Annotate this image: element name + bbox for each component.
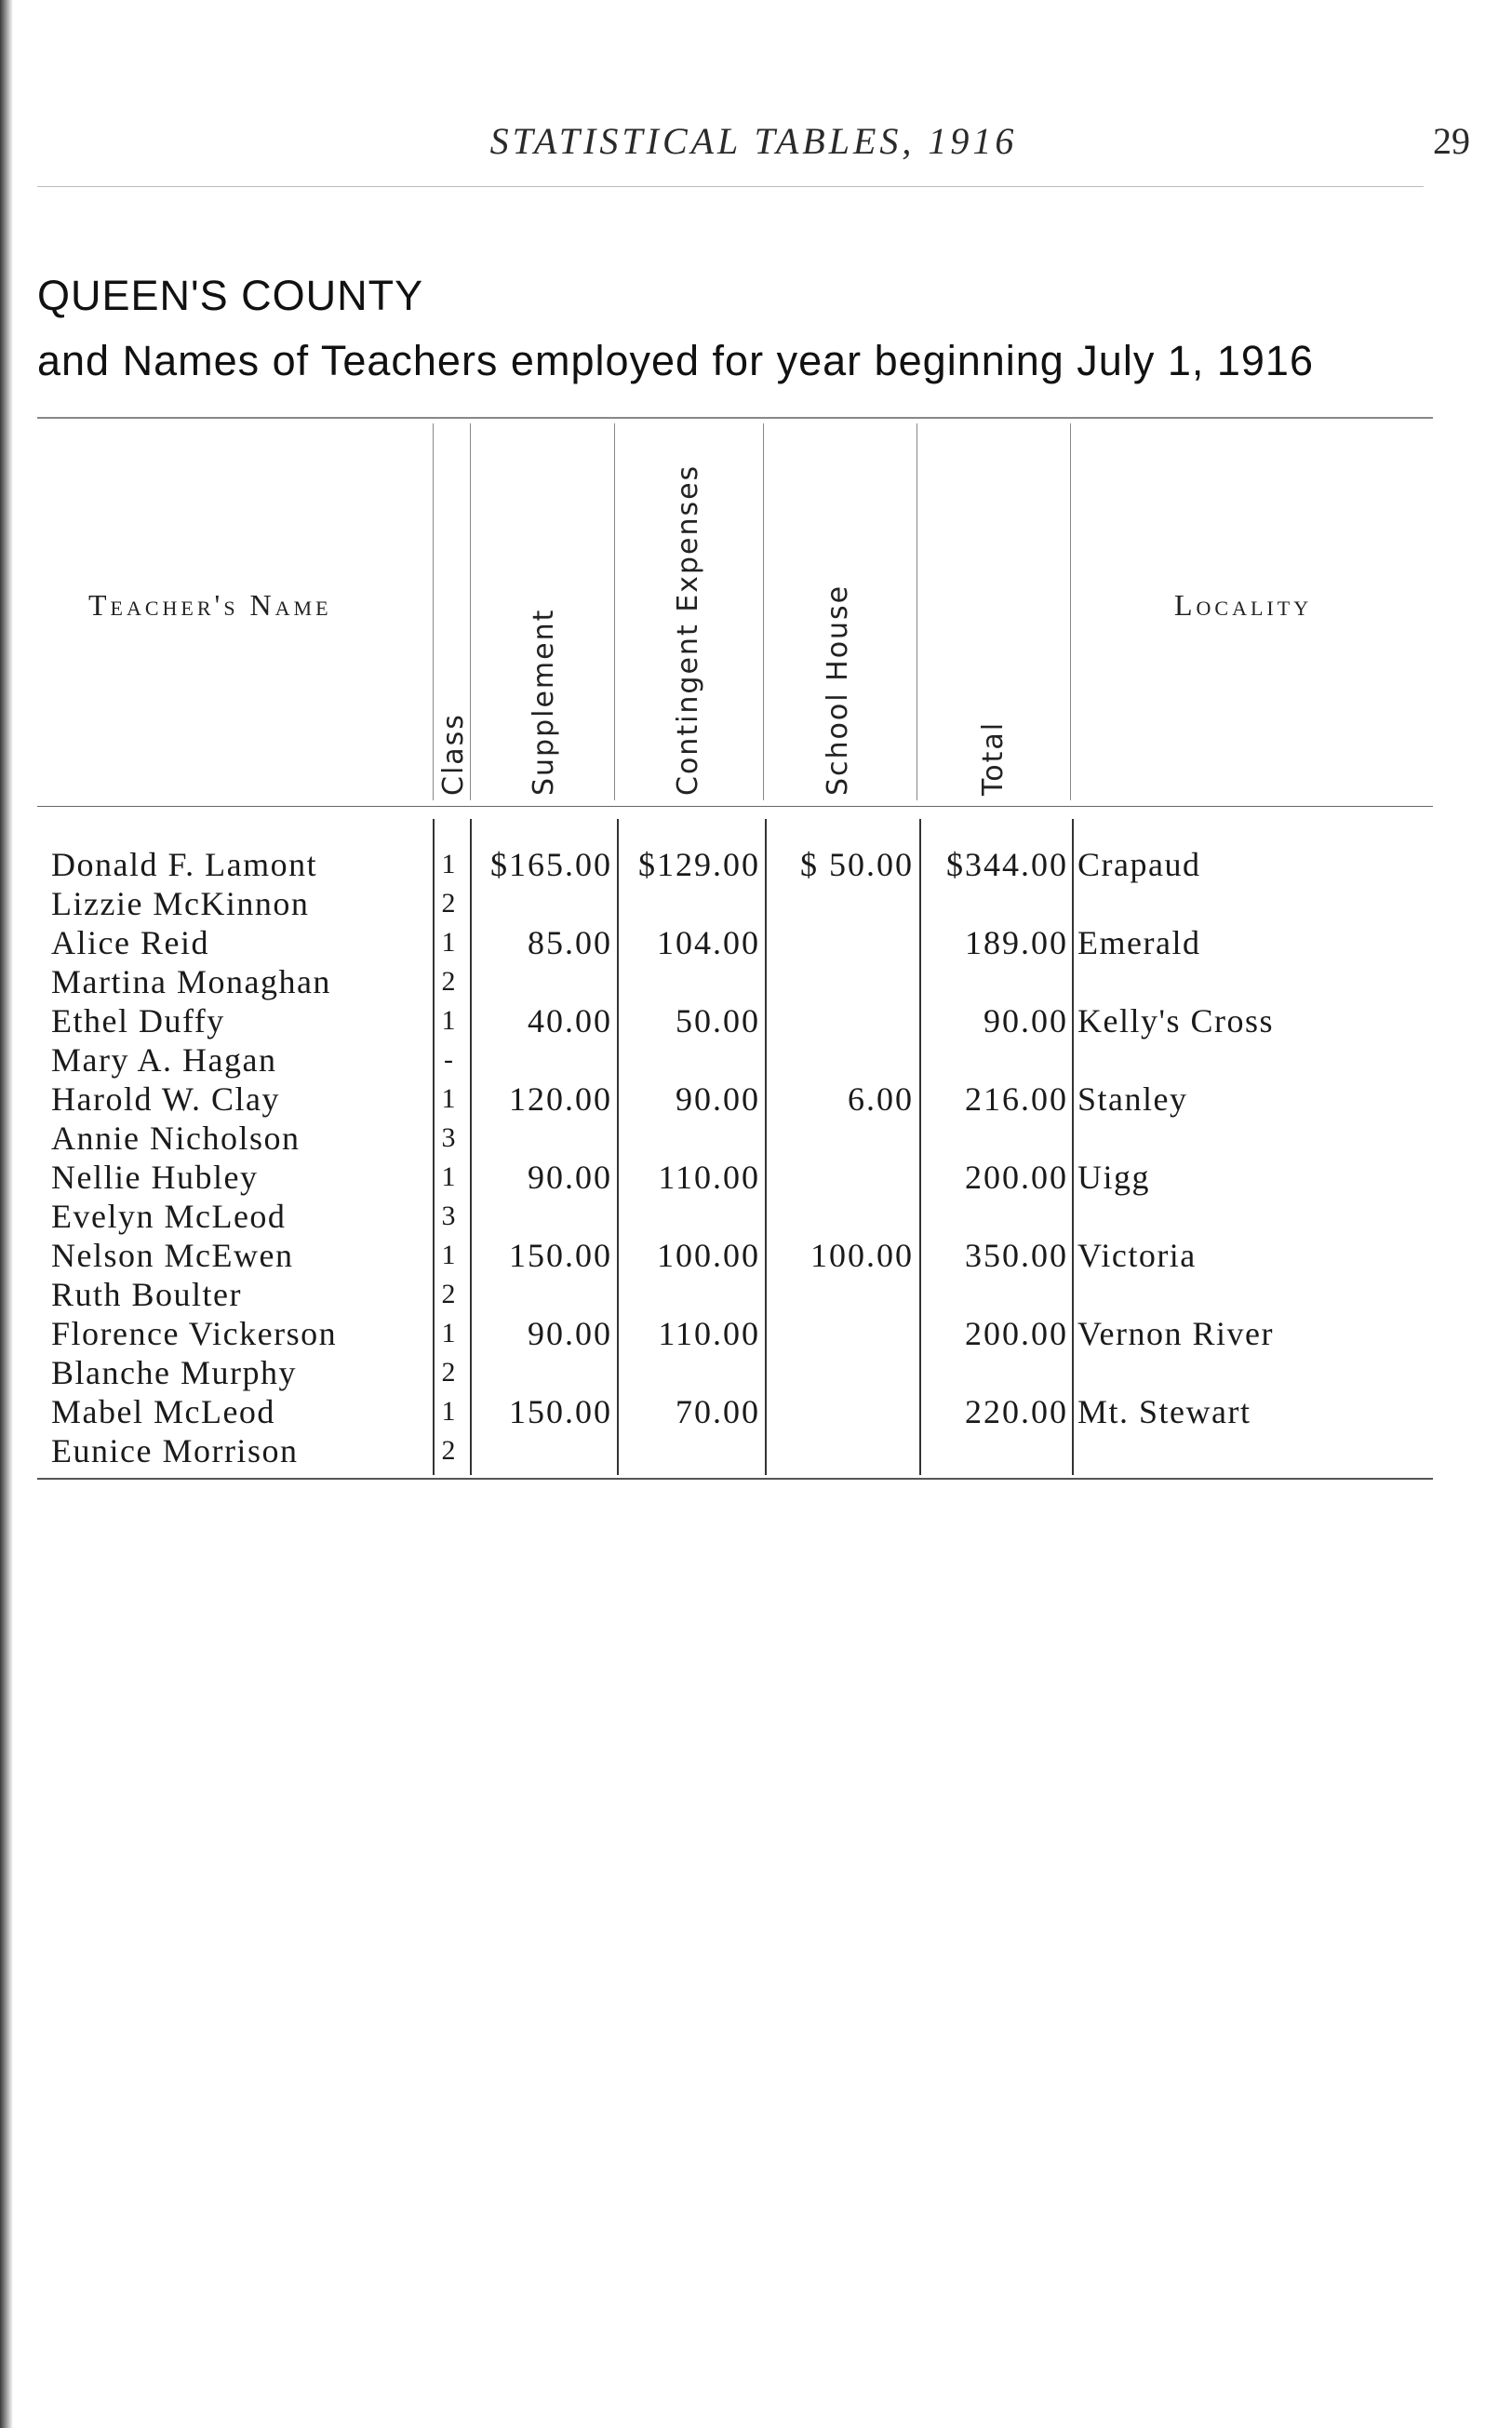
class-value: 2	[441, 1435, 456, 1466]
total-value: 220.00	[965, 1393, 1068, 1430]
column-divider	[1070, 423, 1071, 800]
class-value: 1	[441, 849, 456, 879]
teacher-name: Florence Vickerson	[51, 1315, 338, 1352]
table-row	[0, 1236, 1512, 1275]
column-divider	[763, 423, 764, 800]
supplement-value: 85.00	[528, 924, 612, 961]
locality-value: Stanley	[1077, 1080, 1188, 1118]
header-teacher-name: Teacher's Name	[88, 588, 332, 622]
running-head	[37, 119, 1470, 175]
header-school-house: School House	[822, 584, 854, 796]
running-head-rule	[37, 186, 1424, 187]
contingent-value: 110.00	[658, 1159, 760, 1196]
teacher-name: Annie Nicholson	[51, 1120, 301, 1157]
column-divider	[614, 423, 615, 800]
teacher-name: Nellie Hubley	[51, 1159, 259, 1196]
total-value: 200.00	[965, 1159, 1068, 1196]
teacher-name: Lizzie McKinnon	[51, 885, 310, 922]
contingent-value: 50.00	[676, 1002, 760, 1040]
contingent-value: 104.00	[657, 924, 760, 961]
header-contingent-expenses: Contingent Expenses	[672, 463, 704, 796]
table-row	[0, 1080, 1512, 1119]
class-value: 3	[441, 1201, 456, 1231]
table-row	[0, 1314, 1512, 1353]
table-row	[0, 1040, 1512, 1080]
class-value: 1	[441, 1396, 456, 1427]
supplement-value: $165.00	[490, 846, 612, 883]
teacher-name: Alice Reid	[51, 924, 209, 961]
county-heading: QUEEN'S COUNTY	[37, 272, 424, 319]
locality-value: Vernon River	[1077, 1315, 1274, 1352]
class-value: 1	[441, 927, 456, 958]
teacher-name: Mabel McLeod	[51, 1393, 275, 1430]
header-supplement: Supplement	[528, 608, 560, 796]
teacher-name: Eunice Morrison	[51, 1432, 299, 1469]
header-rule	[37, 806, 1433, 807]
total-value: 200.00	[965, 1315, 1068, 1352]
supplement-value: 40.00	[528, 1002, 612, 1040]
teacher-name: Ruth Boulter	[51, 1276, 242, 1313]
table-subtitle: and Names of Teachers employed for year beginning July 1, 1916	[37, 337, 1314, 384]
table-top-rule	[37, 417, 1433, 419]
table-row	[0, 884, 1512, 923]
table-row	[0, 1158, 1512, 1197]
table-row	[0, 1431, 1512, 1470]
table-row	[0, 962, 1512, 1001]
class-value: 1	[441, 1083, 456, 1114]
table-row	[0, 1353, 1512, 1392]
school-house-value: 100.00	[810, 1237, 914, 1274]
teacher-name: Nelson McEwen	[51, 1237, 294, 1274]
contingent-value: 110.00	[658, 1315, 760, 1352]
table-row	[0, 923, 1512, 962]
table-row	[0, 1392, 1512, 1431]
supplement-value: 120.00	[509, 1080, 612, 1118]
class-value: 2	[441, 1357, 456, 1388]
locality-value: Kelly's Cross	[1077, 1002, 1274, 1040]
locality-value: Victoria	[1077, 1237, 1197, 1274]
locality-value: Emerald	[1077, 924, 1201, 961]
class-value: 2	[441, 1279, 456, 1309]
class-value: 1	[441, 1318, 456, 1348]
running-title: STATISTICAL TABLES, 1916	[489, 120, 1018, 162]
table-bottom-rule	[37, 1478, 1433, 1480]
contingent-value: 100.00	[657, 1237, 760, 1274]
teacher-name: Mary A. Hagan	[51, 1041, 277, 1079]
page-number: 29	[1433, 120, 1470, 162]
supplement-value: 150.00	[509, 1237, 612, 1274]
total-value: 216.00	[965, 1080, 1068, 1118]
teacher-name: Harold W. Clay	[51, 1080, 280, 1118]
header-locality: Locality	[1174, 588, 1313, 622]
school-house-value: $ 50.00	[800, 846, 914, 883]
table-row	[0, 1119, 1512, 1158]
locality-value: Mt. Stewart	[1077, 1393, 1251, 1430]
contingent-value: 90.00	[676, 1080, 760, 1118]
class-value: 2	[441, 888, 456, 919]
contingent-value: $129.00	[638, 846, 760, 883]
teacher-name: Donald F. Lamont	[51, 846, 318, 883]
class-value: 1	[441, 1240, 456, 1270]
locality-value: Uigg	[1077, 1159, 1150, 1196]
total-value: 90.00	[983, 1002, 1068, 1040]
table-row	[0, 1001, 1512, 1040]
total-value: 350.00	[965, 1237, 1068, 1274]
class-value: 1	[441, 1005, 456, 1036]
class-value: 2	[441, 966, 456, 997]
total-value: $344.00	[946, 846, 1068, 883]
teacher-name: Ethel Duffy	[51, 1002, 225, 1040]
teacher-name: Blanche Murphy	[51, 1354, 297, 1391]
class-value: -	[444, 1044, 453, 1075]
total-value: 189.00	[965, 924, 1068, 961]
table-row	[0, 1197, 1512, 1236]
class-value: 1	[441, 1161, 456, 1192]
table-row	[0, 1275, 1512, 1314]
header-total: Total	[977, 720, 1010, 796]
column-divider	[433, 423, 434, 800]
teacher-name: Martina Monaghan	[51, 963, 331, 1000]
locality-value: Crapaud	[1077, 846, 1201, 883]
supplement-value: 90.00	[528, 1159, 612, 1196]
table-row	[0, 845, 1512, 884]
school-house-value: 6.00	[848, 1080, 914, 1118]
supplement-value: 150.00	[509, 1393, 612, 1430]
teacher-name: Evelyn McLeod	[51, 1198, 287, 1235]
column-divider	[470, 423, 471, 800]
class-value: 3	[441, 1122, 456, 1153]
supplement-value: 90.00	[528, 1315, 612, 1352]
contingent-value: 70.00	[676, 1393, 760, 1430]
header-class: Class	[437, 713, 470, 796]
